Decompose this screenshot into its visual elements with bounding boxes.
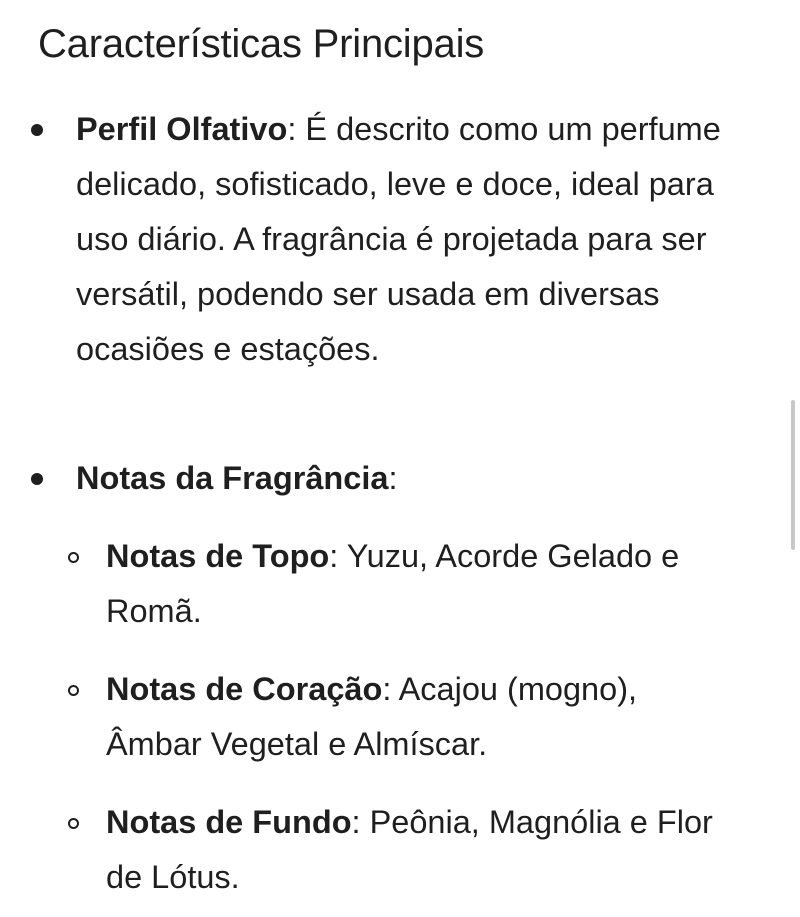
circle-bullet-icon <box>68 818 79 829</box>
list-item-term: Perfil Olfativo <box>76 111 288 147</box>
sub-item-term: Notas de Fundo <box>106 804 352 840</box>
sub-item-notas-de-coracao <box>106 662 736 772</box>
list-item-separator: : <box>287 111 297 147</box>
list-item-separator: : <box>388 460 398 496</box>
sub-item-text: Acajou (mogno), Âmbar Vegetal e Almíscar. <box>106 671 638 762</box>
list-item-text: É descrito como um perfume delicado, sofisticado, leve e doce, ideal para uso diário. A fragrância é projetada para ser versátil, podendo ser usada em diversas ocasiões e estações. <box>76 111 721 367</box>
sub-item-term: Notas de Topo <box>106 538 330 574</box>
sub-item-notas-de-topo <box>106 529 776 639</box>
bullet-icon <box>31 124 43 136</box>
scrollbar[interactable] <box>791 400 795 550</box>
section-title: Características Principais <box>38 22 485 66</box>
sub-item-separator: : <box>329 538 339 574</box>
circle-bullet-icon <box>68 552 79 563</box>
sub-item-term: Notas de Coração <box>106 671 383 707</box>
list-item-notas-da-fragrancia <box>76 451 744 506</box>
bullet-icon <box>31 473 43 485</box>
sub-item-text: Yuzu, Acorde Gelado e Romã. <box>106 538 680 629</box>
circle-bullet-icon <box>68 685 79 696</box>
list-item-perfil-olfativo <box>76 102 744 377</box>
sub-item-separator: : <box>351 804 361 840</box>
list-item-term: Notas da Fragrância <box>76 460 389 496</box>
sub-item-separator: : <box>382 671 392 707</box>
sub-item-notas-de-fundo <box>106 795 736 905</box>
sub-item-text: Peônia, Magnólia e Flor de Lótus. <box>106 804 713 895</box>
